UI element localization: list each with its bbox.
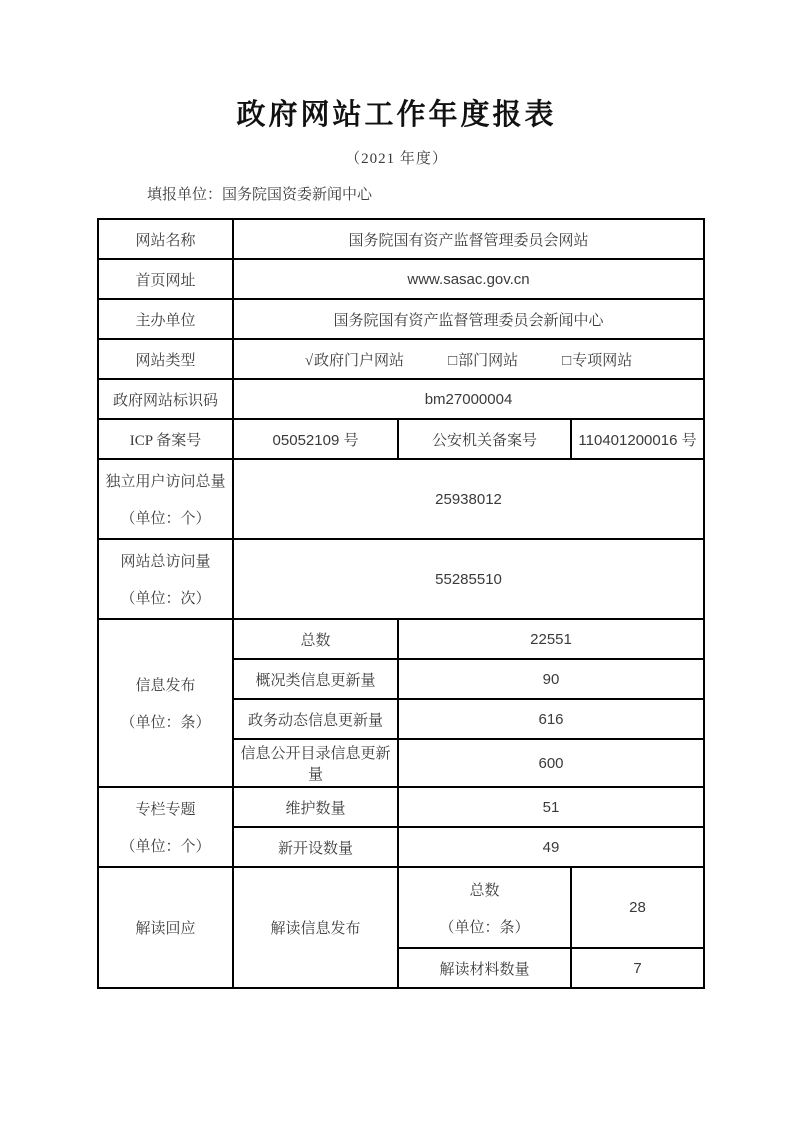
site-type-option-department xyxy=(448,349,518,370)
total-visits-unit: （单位：次） xyxy=(120,591,211,607)
site-type-option-label: 政府门户网站 xyxy=(314,352,405,369)
site-type-label: 网站类型 xyxy=(98,339,233,379)
reporting-unit-line: 填报单位：国务院国资委新闻中心 xyxy=(147,187,373,203)
info-publish-dynamics-label: 政务动态信息更新量 xyxy=(233,699,398,739)
table-row xyxy=(98,259,704,299)
site-type-options xyxy=(233,339,704,379)
police-record-value: 110401200016 号 xyxy=(571,419,704,459)
special-columns-maintained-label: 维护数量 xyxy=(233,787,398,827)
table-row xyxy=(98,787,704,827)
info-publish-unit: （单位：条） xyxy=(120,715,211,731)
info-publish-total-label: 总数 xyxy=(233,619,398,659)
site-type-option-label: 部门网站 xyxy=(458,352,519,369)
interpretation-total-value: 28 xyxy=(571,867,704,948)
info-publish-dynamics-value: 616 xyxy=(398,699,704,739)
annual-report-table xyxy=(97,218,705,989)
interpretation-material-value: 7 xyxy=(571,948,704,988)
organizer-value: 国务院国有资产监督管理委员会新闻中心 xyxy=(233,299,704,339)
special-columns-new-label: 新开设数量 xyxy=(233,827,398,867)
table-row xyxy=(98,339,704,379)
info-publish-label xyxy=(98,619,233,787)
special-columns-label xyxy=(98,787,233,867)
checkbox-unchecked-icon: □ xyxy=(448,352,458,369)
homepage-url-value: www.sasac.gov.cn xyxy=(233,259,704,299)
site-type-option-special xyxy=(562,349,632,370)
total-visits-label-line1: 网站总访问量 xyxy=(120,554,211,570)
special-columns-label-line1: 专栏专题 xyxy=(135,802,196,818)
special-columns-new-value: 49 xyxy=(398,827,704,867)
unique-visitors-value: 25938012 xyxy=(233,459,704,539)
site-code-value: bm27000004 xyxy=(233,379,704,419)
info-publish-overview-value: 90 xyxy=(398,659,704,699)
site-name-label: 网站名称 xyxy=(98,219,233,259)
interpretation-publish-label: 解读信息发布 xyxy=(233,867,398,988)
homepage-url-label: 首页网址 xyxy=(98,259,233,299)
special-columns-maintained-value: 51 xyxy=(398,787,704,827)
site-type-option-portal xyxy=(305,349,404,370)
unique-visitors-label-line1: 独立用户访问总量 xyxy=(105,474,226,490)
table-row xyxy=(98,299,704,339)
table-row xyxy=(98,867,704,948)
interpretation-label: 解读回应 xyxy=(98,867,233,988)
table-row xyxy=(98,419,704,459)
site-type-option-label: 专项网站 xyxy=(572,352,633,369)
interpretation-material-label: 解读材料数量 xyxy=(398,948,571,988)
table-row xyxy=(98,459,704,539)
page-subtitle: （2021 年度） xyxy=(345,151,448,167)
unique-visitors-unit: （单位：个） xyxy=(120,511,211,527)
page-title: 政府网站工作年度报表 xyxy=(236,99,557,131)
table-row xyxy=(98,619,704,659)
total-visits-value: 55285510 xyxy=(233,539,704,619)
info-publish-directory-value: 600 xyxy=(398,739,704,787)
icp-label: ICP 备案号 xyxy=(98,419,233,459)
total-visits-label xyxy=(98,539,233,619)
info-publish-directory-label: 信息公开目录信息更新量 xyxy=(233,739,398,787)
police-record-label: 公安机关备案号 xyxy=(398,419,571,459)
icp-value: 05052109 号 xyxy=(233,419,398,459)
table-row xyxy=(98,219,704,259)
organizer-label: 主办单位 xyxy=(98,299,233,339)
info-publish-label-line1: 信息发布 xyxy=(135,678,196,694)
checkbox-checked-icon: √ xyxy=(304,352,314,369)
checkbox-unchecked-icon: □ xyxy=(562,352,572,369)
info-publish-total-value: 22551 xyxy=(398,619,704,659)
interpretation-total-label xyxy=(398,867,571,948)
site-name-value: 国务院国有资产监督管理委员会网站 xyxy=(233,219,704,259)
table-row xyxy=(98,379,704,419)
info-publish-overview-label: 概况类信息更新量 xyxy=(233,659,398,699)
site-code-label: 政府网站标识码 xyxy=(98,379,233,419)
special-columns-unit: （单位：个） xyxy=(120,839,211,855)
interpretation-total-label-line1: 总数 xyxy=(469,882,500,899)
unique-visitors-label xyxy=(98,459,233,539)
interpretation-total-unit: （单位：条） xyxy=(439,919,530,936)
table-row xyxy=(98,539,704,619)
